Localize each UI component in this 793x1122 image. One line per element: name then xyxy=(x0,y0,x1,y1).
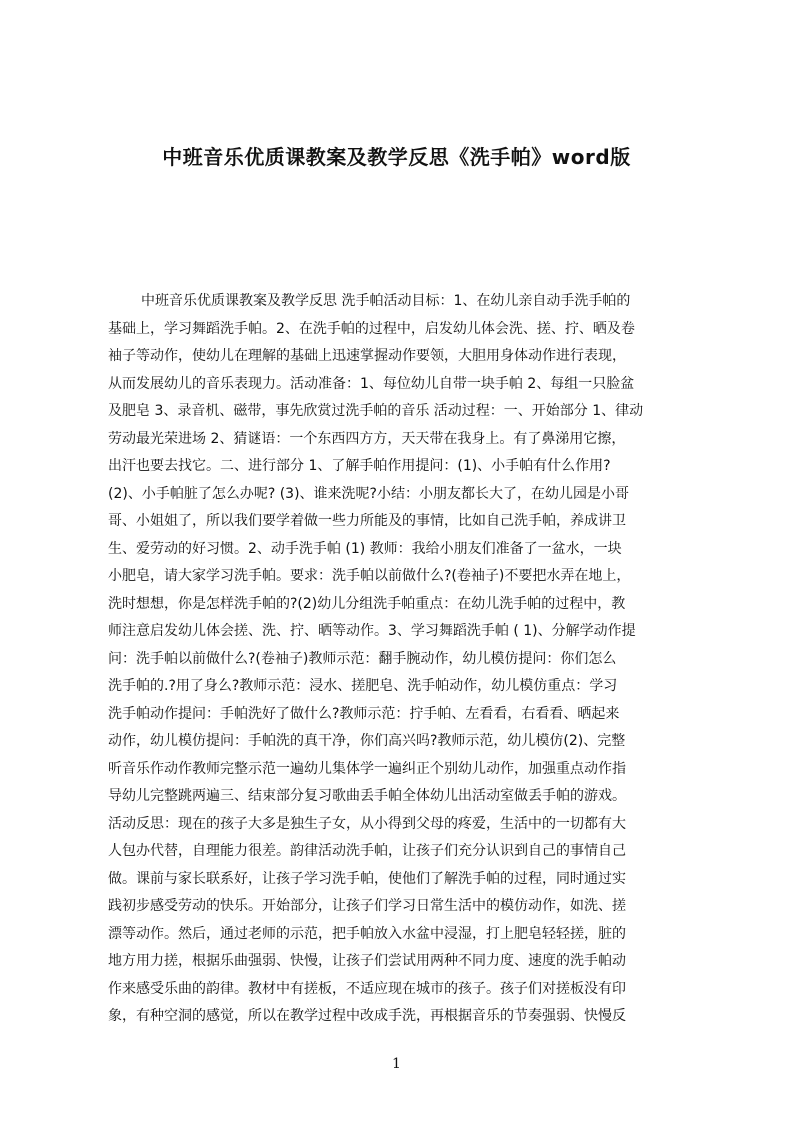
body-line: 漂等动作。然后，通过老师的示范，把手帕放入水盆中浸湿，打上肥皂轻轻搓，脏的 xyxy=(108,925,626,942)
body-line: 基础上，学习舞蹈洗手帕。2、在洗手帕的过程中，启发幼儿体会洗、搓、拧、晒及卷 xyxy=(108,320,635,337)
body-line: 导幼儿完整跳两遍三、结束部分复习歌曲丢手帕全体幼儿出活动室做丢手帕的游戏。 xyxy=(108,788,626,804)
body-line: 哥、小姐姐了，所以我们要学着做一些力所能及的事情，比如自己洗手帕，养成讲卫 xyxy=(108,513,626,529)
body-line: 洗时想想，你是怎样洗手帕的?(2)幼儿分组洗手帕重点：在幼儿洗手帕的过程中，教 xyxy=(108,595,626,612)
body-line: 洗手帕的.?用了身么?教师示范：浸水、搓肥皂、洗手帕动作，幼儿模仿重点：学习 xyxy=(108,678,618,694)
page-number: 1 xyxy=(392,1056,401,1072)
body-line: 动作，幼儿模仿提问：手帕洗的真干净，你们高兴吗?教师示范，幼儿模仿(2)、完整 xyxy=(108,733,626,749)
body-line: 地方用力搓，根据乐曲强弱、快慢，让孩子们尝试用两种不同力度、速度的洗手帕动 xyxy=(108,953,626,969)
body-line: 从而发展幼儿的音乐表现力。活动准备：1、每位幼儿自带一块手帕 2、每组一只脸盆 xyxy=(108,375,635,392)
body-line: 活动反思：现在的孩子大多是独生子女，从小得到父母的疼爱，生活中的一切都有大 xyxy=(108,815,626,832)
body-line: 出汗也要去找它。二、进行部分 1、了解手帕作用提问：(1)、小手帕有什么作用? xyxy=(108,458,611,474)
body-line: 问：洗手帕以前做什么?(卷袖子)教师示范：翻手腕动作，幼儿模仿提问：你们怎么 xyxy=(108,650,617,667)
body-line: 袖子等动作，使幼儿在理解的基础上迅速掌握动作要领，大胆用身体动作进行表现， xyxy=(108,348,626,364)
body-line: 听音乐作动作教师完整示范一遍幼儿集体学一遍纠正个别幼儿动作，加强重点动作指 xyxy=(108,760,626,777)
body-line: 生、爱劳动的好习惯。2、动手洗手帕 (1) 教师：我给小朋友们准备了一盆水，一块 xyxy=(108,540,622,557)
document-title: 中班音乐优质课教案及教学反思《洗手帕》word版 xyxy=(162,145,631,169)
body-line: 劳动最光荣进场 2、猜谜语：一个东西四方方，天天带在我身上。有了鼻涕用它擦， xyxy=(108,430,626,447)
body-line: 洗手帕动作提问：手帕洗好了做什么?教师示范：拧手帕、左看看，右看看、晒起来 xyxy=(108,705,620,722)
body-line: 作来感受乐曲的韵律。教材中有搓板，不适应现在城市的孩子。孩子们对搓板没有印 xyxy=(108,980,626,997)
body-line: 象，有种空洞的感觉，所以在教学过程中改成手洗，再根据音乐的节奏强弱、快慢反 xyxy=(108,1008,626,1024)
body-line: 做。课前与家长联系好，让孩子学习洗手帕，使他们了解洗手帕的过程，同时通过实 xyxy=(108,870,626,887)
body-line: 小肥皂，请大家学习洗手帕。要求：洗手帕以前做什么?(卷袖子)不要把水弄在地上， xyxy=(108,568,631,584)
body-line: 践初步感受劳动的快乐。开始部分，让孩子们学习日常生活中的模仿动作，如洗、搓 xyxy=(108,898,626,914)
body-line: 及肥皂 3、录音机、磁带，事先欣赏过洗手帕的音乐 活动过程：一、开始部分 1、律动 xyxy=(108,403,644,419)
document-body xyxy=(108,288,698,1031)
body-line: 师注意启发幼儿体会搓、洗、拧、晒等动作。3、学习舞蹈洗手帕 ( 1)、分解学动作提 xyxy=(108,623,636,639)
body-line: 中班音乐优质课教案及教学反思 洗手帕活动目标：1、在幼儿亲自动手洗手帕的 xyxy=(141,293,631,309)
body-line: 人包办代替，自理能力很差。韵律活动洗手帕，让孩子们充分认识到自己的事情自己 xyxy=(108,843,626,859)
body-line: (2)、小手帕脏了怎么办呢? (3)、谁来洗呢?小结：小朋友都长大了，在幼儿园是小哥 xyxy=(108,485,629,502)
